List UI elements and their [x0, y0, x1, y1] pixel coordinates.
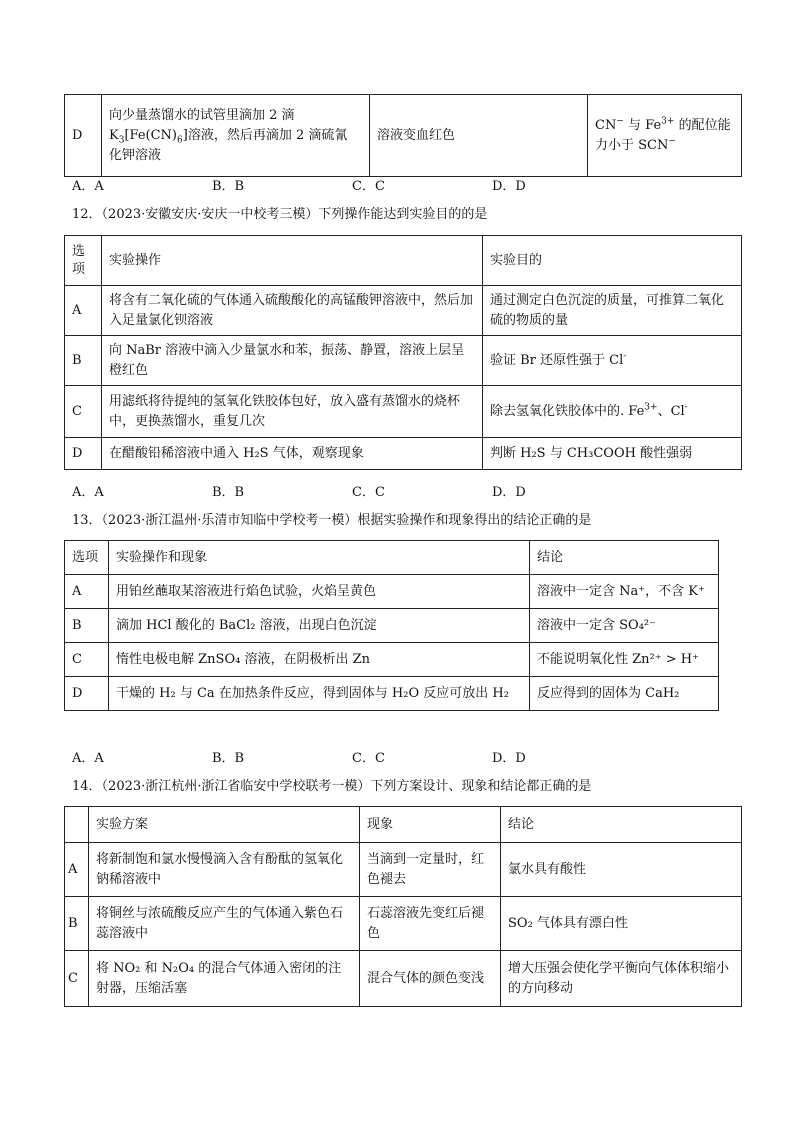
phenomenon-cell: 溶液变血红色: [370, 95, 588, 177]
table-header-row: [65, 236, 742, 286]
option-a[interactable]: A．A: [72, 751, 104, 766]
table-header-row: 实验方案 现象 结论: [65, 807, 742, 843]
operation-cell: 向少量蒸馏水的试管里滴加 2 滴 $K_3[Fe(CN)_6]$溶液，然后再滴加 2 滴硫氰 化钾溶液: [102, 95, 370, 177]
question-14-table: [64, 806, 742, 1007]
question-12-table: [64, 235, 742, 470]
table-row: A 将含有二氧化硫的气体通入硫酸酸化的高锰酸钾溶液中，然后加入足量氯化钡溶液 通过测定白色沉淀的质量，可推算二氧化硫的物质的量: [65, 286, 742, 336]
option-b[interactable]: B．B: [212, 751, 245, 766]
table-row: A 用铂丝蘸取某溶液进行焰色试验，火焰呈黄色 溶液中一定含 Na⁺，不含 K⁺: [65, 575, 719, 609]
conclusion-cell: CN− 与 $Fe^{3+}$ 的配位能 力小于 SCN−: [588, 95, 742, 177]
option-c[interactable]: C．C: [352, 179, 385, 194]
header-option: 选项: [65, 236, 102, 286]
option-b[interactable]: B．B: [212, 485, 245, 500]
table-row: A 将新制饱和氯水慢慢滴入含有酚酞的氢氧化钠稀溶液中 当滴到一定量时，红色褪去 氯水具有酸性: [65, 843, 742, 897]
table-row: C 将 NO₂ 和 N₂O₄ 的混合气体通入密闭的注射器，压缩活塞 混合气体的颜色变浅 增大压强会使化学平衡向气体体积缩小的方向移动: [65, 951, 742, 1007]
question-14-title: 14．（2023·浙江杭州·浙江省临安中学校联考一模）下列方案设计、现象和结论都正确的是: [72, 779, 592, 794]
table-row: C 用滤纸将待提纯的氢氧化铁胶体包好，放入盛有蒸馏水的烧杯中，更换蒸馏水，重复几次 除去氢氧化铁胶体中的. $Fe^{3+}$、Cl-: [65, 386, 742, 438]
prev-table: [64, 94, 742, 177]
header-goal: 实验目的: [483, 236, 742, 286]
table-row: B 向 NaBr 溶液中滴入少量氯水和苯，振荡、静置，溶液上层呈橙红色 验证 Br 还原性强于 Cl-: [65, 336, 742, 386]
table-header-row: 选项 实验操作和现象 结论: [65, 541, 719, 575]
table-row: D 干燥的 H₂ 与 Ca 在加热条件反应，得到固体与 H₂O 反应可放出 H₂ 反应得到的固体为 CaH₂: [65, 677, 719, 711]
option-a[interactable]: A．A: [72, 485, 104, 500]
table-row: B 将铜丝与浓硫酸反应产生的气体通入紫色石蕊溶液中 石蕊溶液先变红后褪色 SO₂ 气体具有漂白性: [65, 897, 742, 951]
table-row: B 滴加 HCl 酸化的 BaCl₂ 溶液，出现白色沉淀 溶液中一定含 SO₄²⁻: [65, 609, 719, 643]
option-d[interactable]: D．D: [492, 751, 526, 766]
header-operation: 实验操作: [102, 236, 483, 286]
question-12-title: 12．（2023·安徽安庆·安庆一中校考三模）下列操作能达到实验目的的是: [72, 207, 488, 222]
table-row: [65, 95, 742, 177]
question-13-table: [64, 540, 719, 711]
option-a[interactable]: A．A: [72, 179, 104, 194]
option-d[interactable]: D．D: [492, 179, 526, 194]
question-13-title: 13．（2023·浙江温州·乐清市知临中学校考一模）根据实验操作和现象得出的结论正确的是: [72, 513, 592, 528]
table-row: D 在醋酸铅稀溶液中通入 H₂S 气体，观察现象 判断 H₂S 与 CH₃COOH 酸性强弱: [65, 438, 742, 470]
option-b[interactable]: B．B: [212, 179, 245, 194]
option-c[interactable]: C．C: [352, 485, 385, 500]
option-d[interactable]: D．D: [492, 485, 526, 500]
table-row: C 惰性电极电解 ZnSO₄ 溶液，在阴极析出 Zn 不能说明氧化性 Zn²⁺ > H⁺: [65, 643, 719, 677]
option-label: D: [65, 95, 102, 177]
option-c[interactable]: C．C: [352, 751, 385, 766]
